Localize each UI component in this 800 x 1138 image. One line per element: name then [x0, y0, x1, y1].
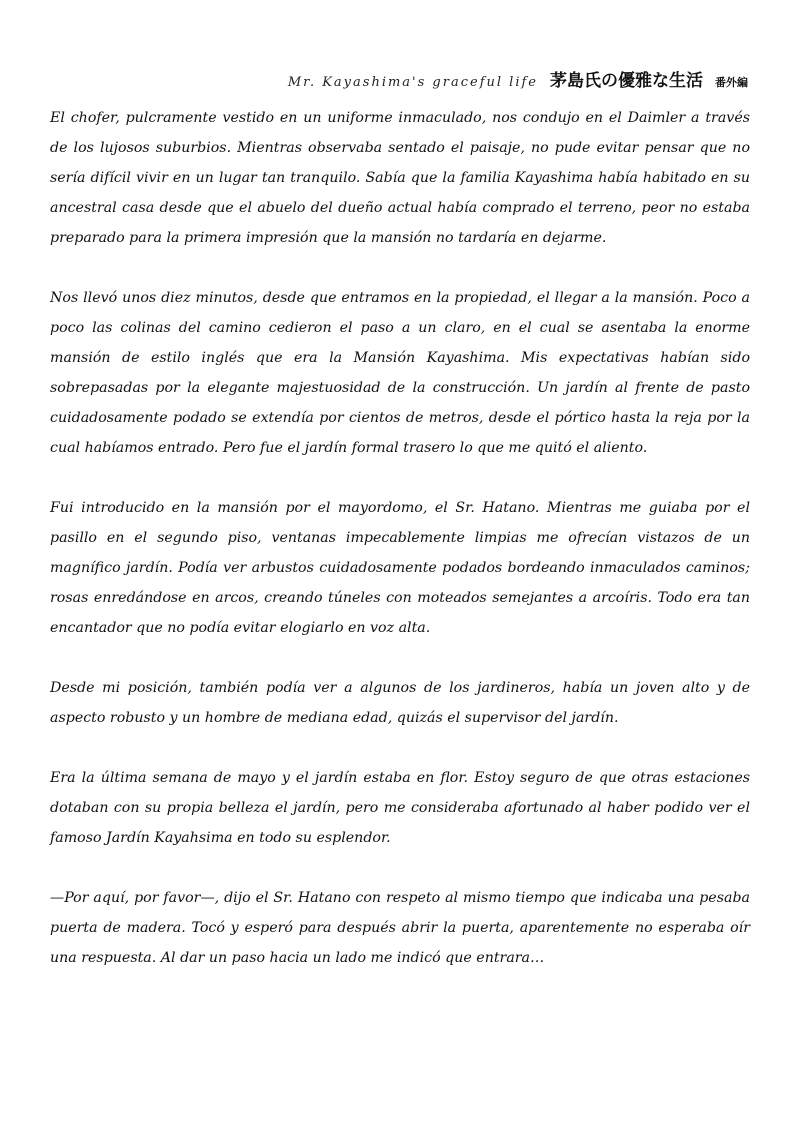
paragraph-2: Nos llevó unos diez minutos, desde que entramos en la propiedad, el llegar a la mansión. Poco a poco las colinas del camino cedieron el paso a un claro, en el cual se asentaba la enorme mansión de estilo inglés que era la Mansión Kayashima. Mis expectativas habían sido sobrepasadas por la elegante majestuosidad de la construcción. Un jardín al frente de pasto cuidadosamente podado se extendía por cientos de metros, desde el pórtico hasta la reja por la cual habíamos entrado. Pero fue el jardín formal trasero lo que me quitó el aliento.	[50, 290, 750, 456]
header-latin-title: Mr. Kayashima's graceful life	[287, 75, 538, 90]
header-japanese-title: 茅島氏の優雅な生活	[550, 71, 703, 91]
story-body	[50, 103, 750, 1003]
paragraph-5: Era la última semana de mayo y el jardín estaba en flor. Estoy seguro de que otras estaciones dotaban con su propia belleza el jardín, pero me consideraba afortunado al haber podido ver el famoso Jardín Kayahsima en todo su esplendor.	[50, 770, 750, 846]
paragraph-1: El chofer, pulcramente vestido en un uniforme inmaculado, nos condujo en el Daimler a través de los lujosos suburbios. Mientras observaba sentado el paisaje, no pude evitar pensar que no sería difícil vivir en un lugar tan tranquilo. Sabía que la familia Kayashima había habitado en su ancestral casa desde que el abuelo del dueño actual había comprado el terreno, peor no estaba preparado para la primera impresión que la mansión no tardaría en dejarme.	[50, 110, 750, 246]
paragraph-6: —Por aquí, por favor—, dijo el Sr. Hatano con respeto al mismo tiempo que indicaba una pesaba puerta de madera. Tocó y esperó para después abrir la puerta, aparentemente no esperaba oír una respuesta. Al dar un paso hacia un lado me indicó que entrara…	[50, 890, 750, 966]
paragraph-4: Desde mi posición, también podía ver a algunos de los jardineros, había un joven alto y de aspecto robusto y un hombre de mediana edad, quizás el supervisor del jardín.	[50, 680, 750, 726]
paragraph-3: Fui introducido en la mansión por el mayordomo, el Sr. Hatano. Mientras me guiaba por el pasillo en el segundo piso, ventanas impecablemente limpias me ofrecían vistazos de un magnífico jardín. Podía ver arbustos cuidadosamente podados bordeando inmaculados caminos; rosas enredándose en arcos, creando túneles con moteados semejantes a arcoíris. Todo era tan encantador que no podía evitar elogiarlo en voz alta.	[50, 500, 750, 636]
header-japanese-subtitle: 番外編	[715, 76, 748, 89]
running-header	[288, 66, 748, 91]
